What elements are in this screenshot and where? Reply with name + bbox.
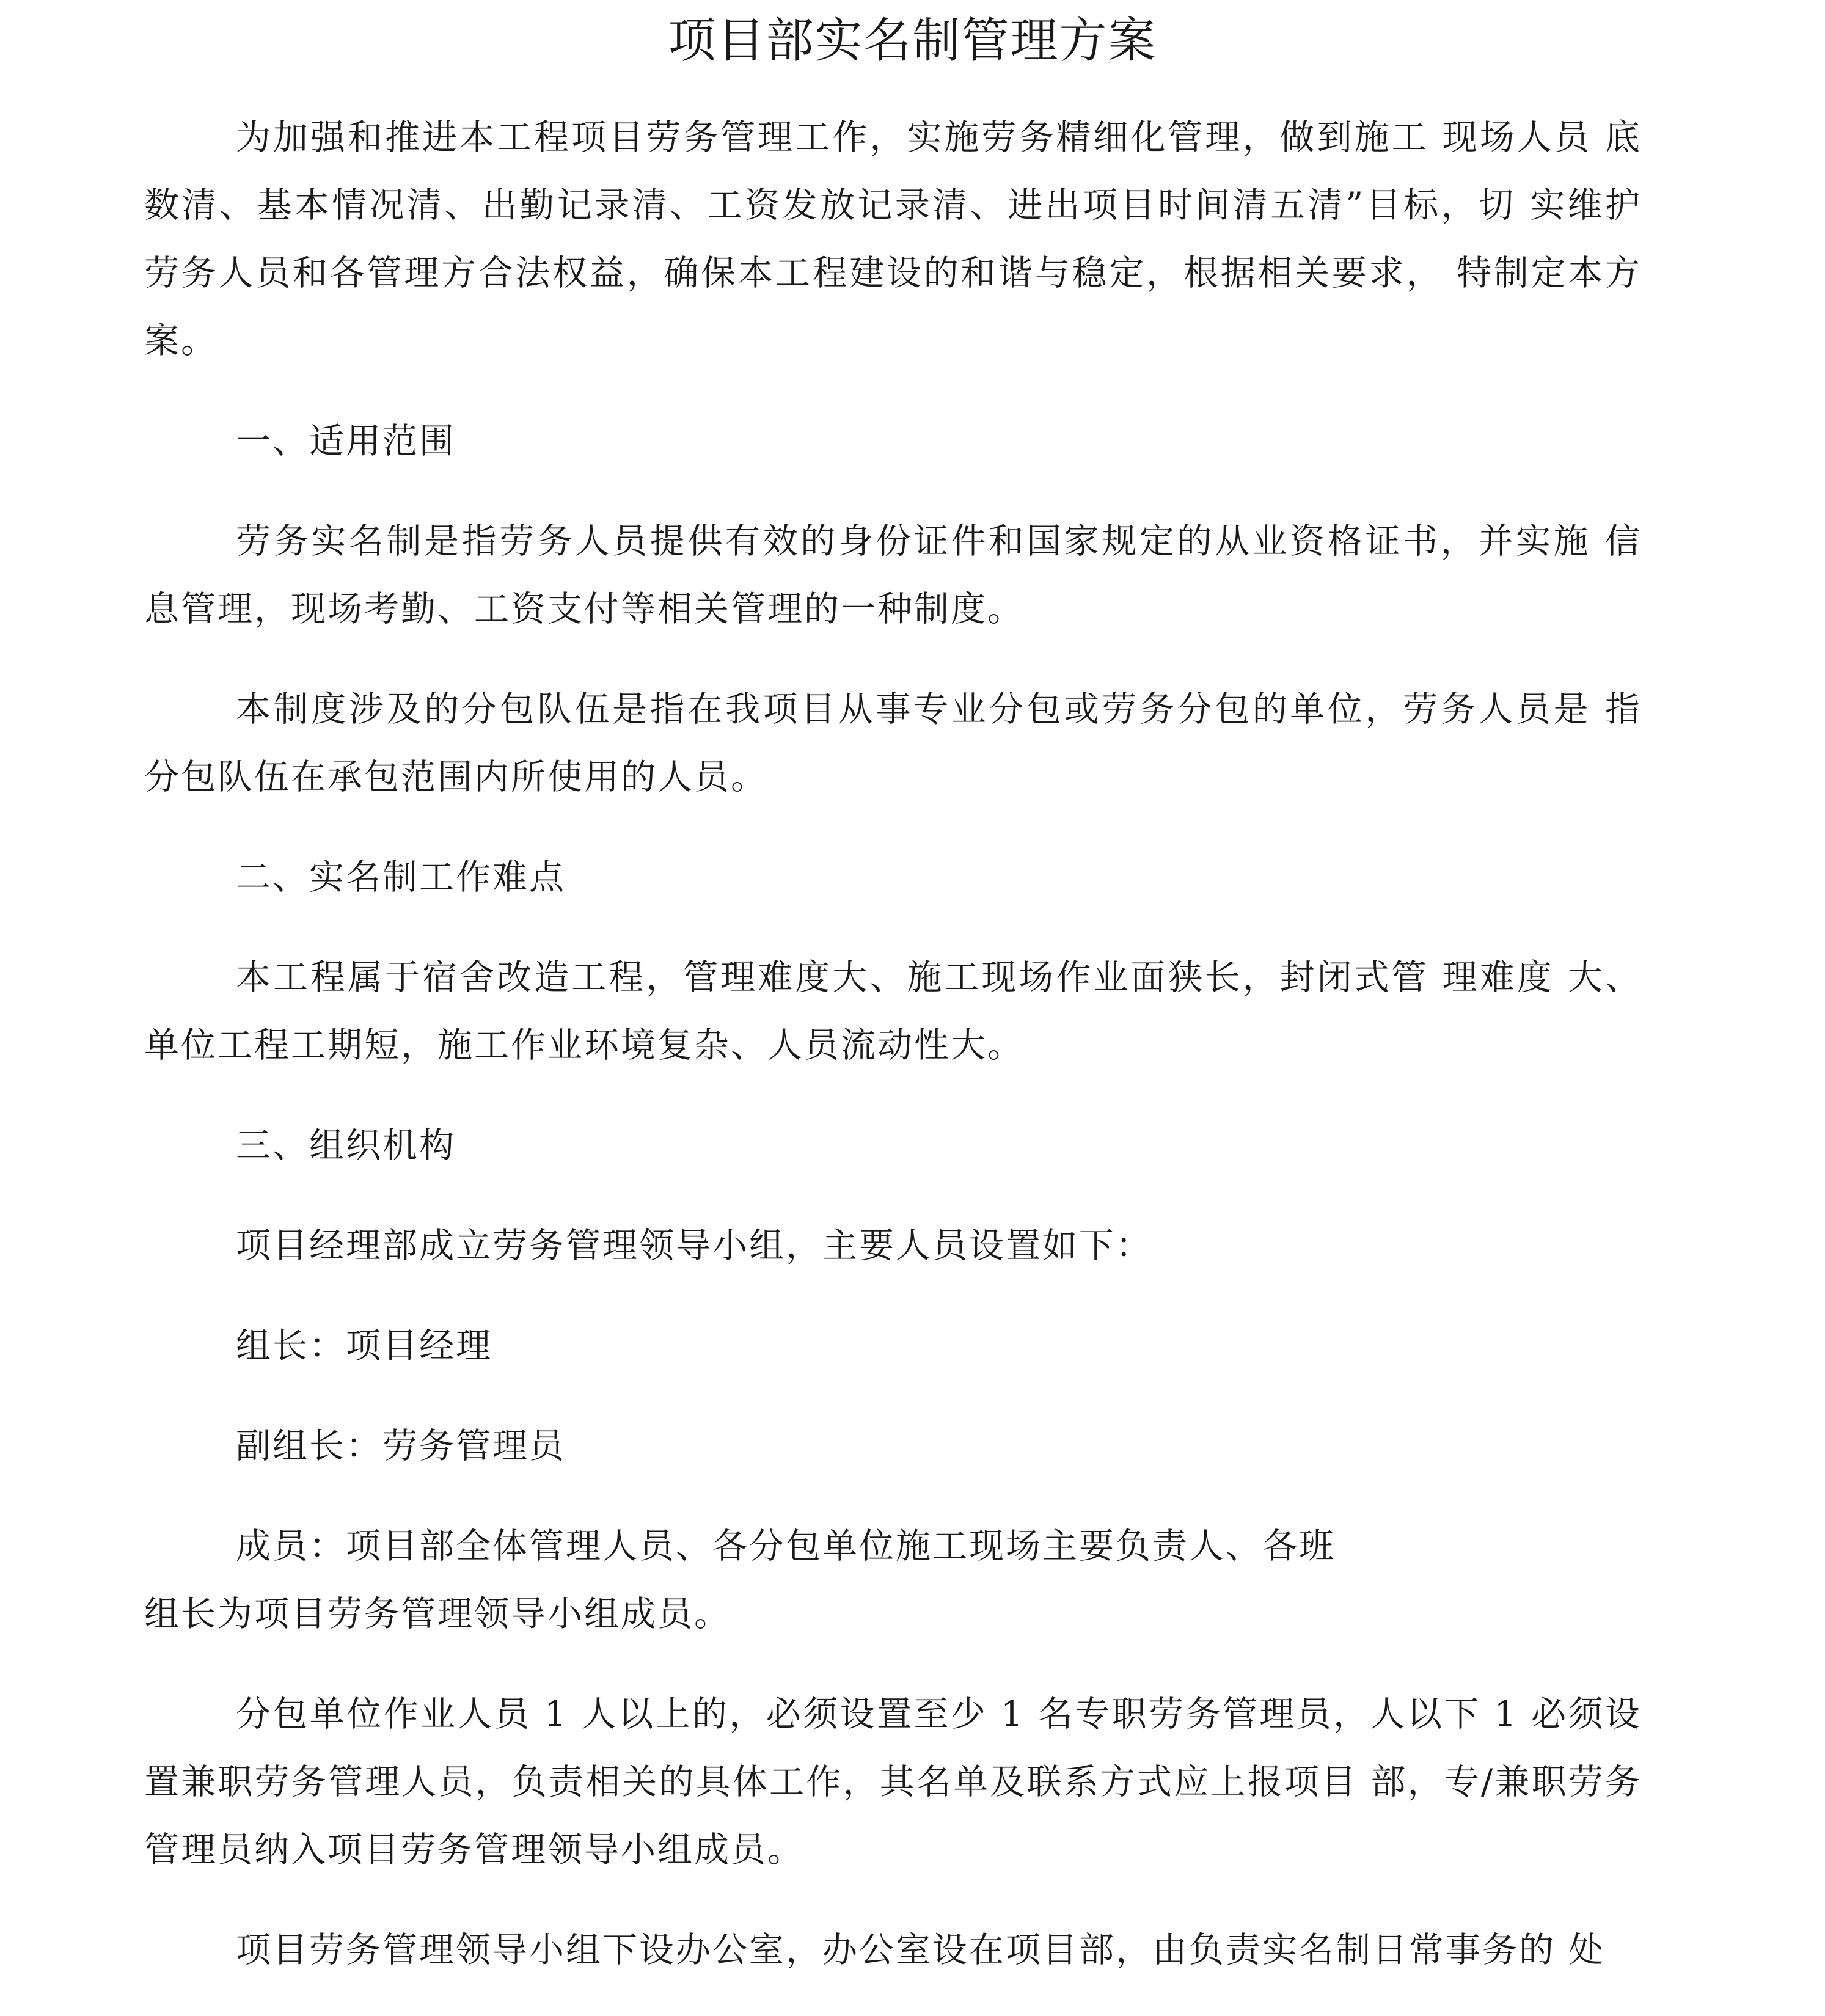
intro-paragraph: 为加强和推进本工程项目劳务管理工作，实施劳务精细化管理，做到施工 现场人员 底数清、基本情况清、出勤记录清、工资发放记录清、进出项目时间清五清”目标，切 实维护劳务人员和各管理方合法权益，确保本工程建设的和谐与稳定，根据相关要求， 特制定本方案。 bbox=[144, 117, 1642, 361]
members-line: 成员：项目部全体管理人员、各分包单位施工现场主要负责人、各班 bbox=[236, 1526, 1336, 1566]
scope-paragraph-1: 劳务实名制是指劳务人员提供有效的身份证件和国家规定的从业资格证书，并实施 信息管理，现场考勤、工资支付等相关管理的一种制度。 bbox=[144, 521, 1642, 629]
organization-intro: 项目经理部成立劳务管理领导小组，主要人员设置如下： bbox=[236, 1225, 1152, 1266]
section-heading-scope: 一、适用范围 bbox=[236, 421, 456, 461]
deputy-leader-line: 副组长：劳务管理员 bbox=[236, 1426, 566, 1466]
difficulties-paragraph: 本工程属于宿舍改造工程，管理难度大、施工现场作业面狭长，封闭式管 理难度 大、单位工程工期短，施工作业环境复杂、人员流动性大。 bbox=[144, 957, 1642, 1065]
section-heading-organization: 三、组织机构 bbox=[236, 1125, 456, 1166]
group-leader-line: 组长：项目经理 bbox=[236, 1326, 492, 1366]
scope-paragraph-2: 本制度涉及的分包队伍是指在我项目从事专业分包或劳务分包的单位，劳务人员是 指分包队伍在承包范围内所使用的人员。 bbox=[144, 689, 1642, 797]
subcontractor-paragraph: 分包单位作业人员 1 人以上的，必须设置至少 1 名专职劳务管理员，人以下 1 必须设置兼职劳务管理人员，负责相关的具体工作，其名单及联系方式应上报项目 部，专/兼职劳务管理员纳入项目劳务管理领导小组成员。 bbox=[144, 1694, 1642, 1870]
office-paragraph: 项目劳务管理领导小组下设办公室，办公室设在项目部，由负责实名制日常事务的 处 bbox=[236, 1930, 1606, 1970]
section-heading-difficulties: 二、实名制工作难点 bbox=[236, 857, 566, 897]
members-line-continuation: 组长为项目劳务管理领导小组成员。 bbox=[144, 1594, 731, 1634]
document-title: 项目部实名制管理方案 bbox=[668, 13, 1157, 68]
